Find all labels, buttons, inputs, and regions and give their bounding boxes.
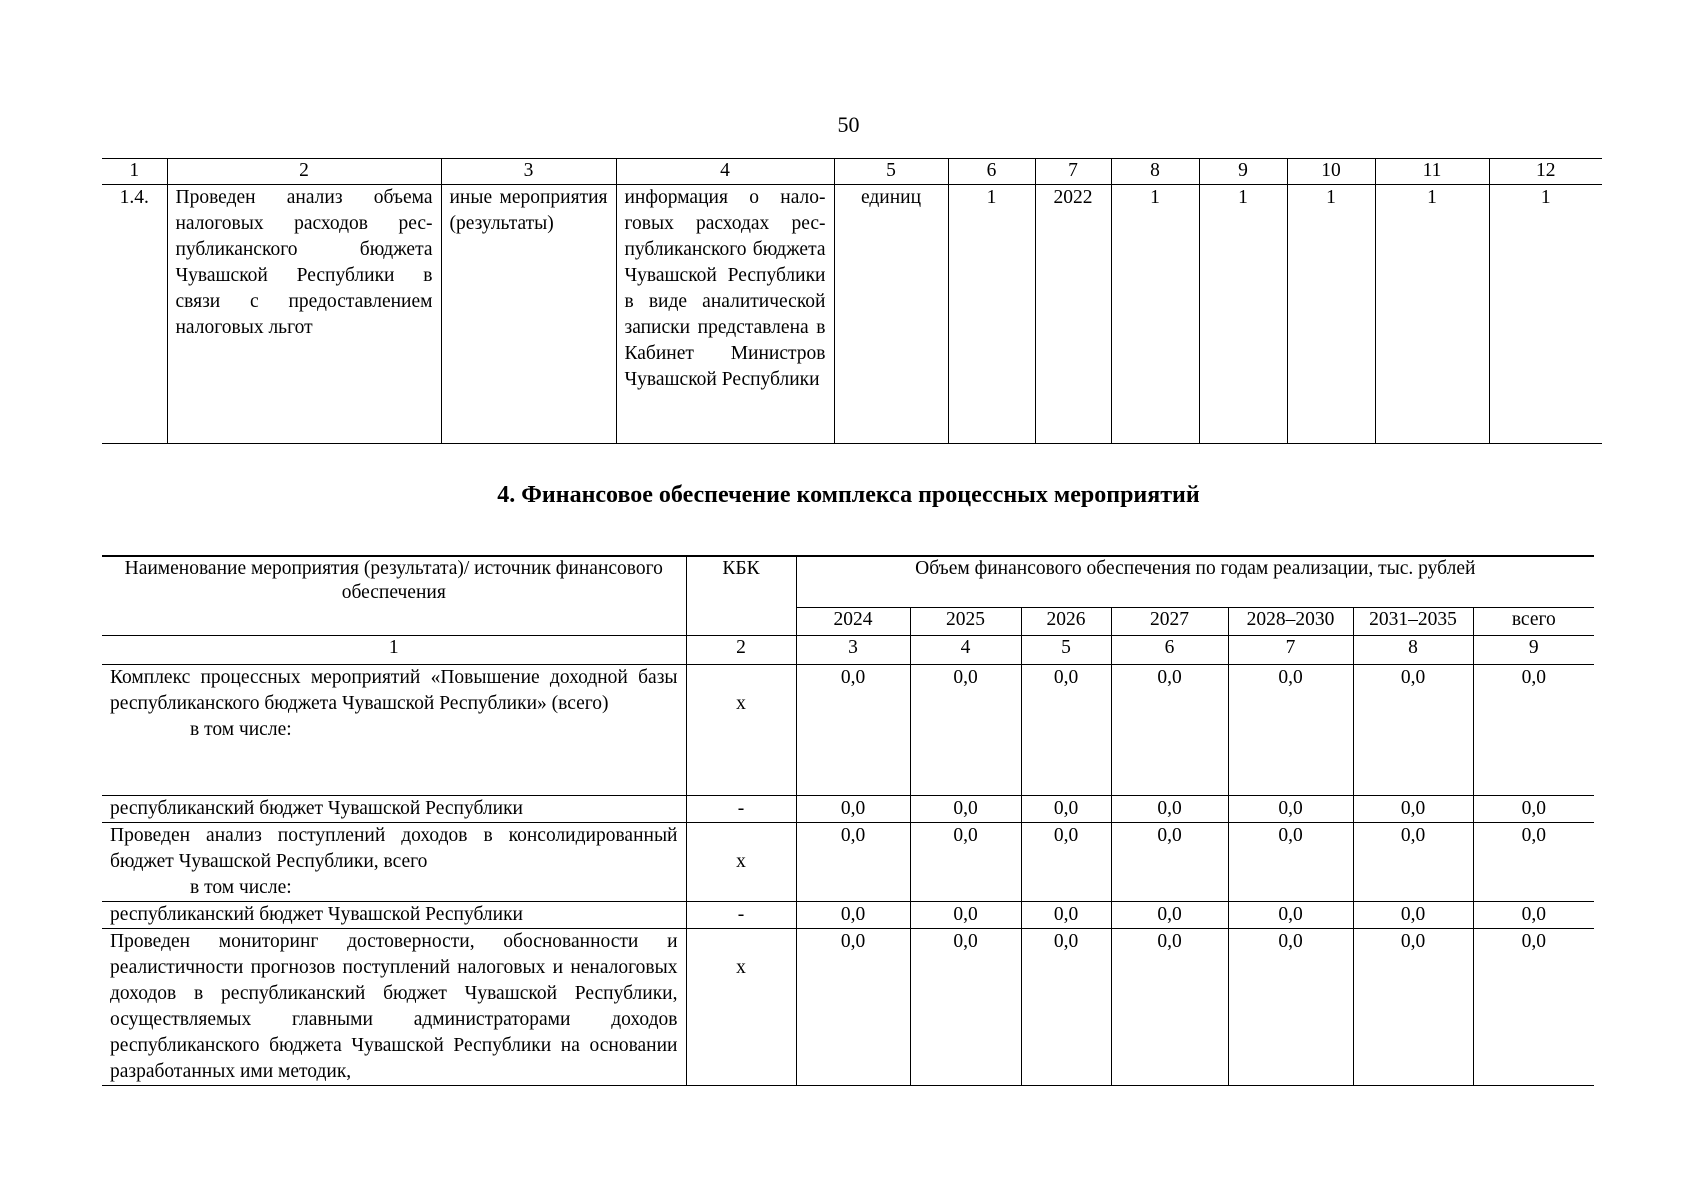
total-cell: 0,0 xyxy=(1473,823,1594,902)
row-number: 1.4. xyxy=(102,185,167,444)
value-cell: 0,0 xyxy=(1353,929,1473,1086)
column-number: 5 xyxy=(1021,636,1111,665)
table-row xyxy=(102,796,1594,823)
table-row xyxy=(102,823,1594,902)
value-cell: 0,0 xyxy=(910,929,1021,1086)
column-number: 8 xyxy=(1353,636,1473,665)
value-cell: 0,0 xyxy=(1111,902,1228,929)
column-number: 3 xyxy=(796,636,910,665)
column-number: 2 xyxy=(686,636,796,665)
value-cell: 0,0 xyxy=(1021,929,1111,1086)
value-cell: 0,0 xyxy=(796,796,910,823)
value-cell: 1 xyxy=(1489,185,1602,444)
value-cell: 0,0 xyxy=(1111,796,1228,823)
column-number: 7 xyxy=(1035,159,1111,185)
header-name: Наименование мероприятия (результата)/ источник финансового обеспечения xyxy=(102,556,686,636)
value-cell: 0,0 xyxy=(1353,665,1473,796)
kbk-cell: - xyxy=(686,796,796,823)
kbk-cell: х xyxy=(686,665,796,796)
column-number: 7 xyxy=(1228,636,1353,665)
column-numbers-row xyxy=(102,636,1594,665)
table-row xyxy=(102,185,1602,444)
value-cell: 0,0 xyxy=(1353,796,1473,823)
value-cell: 0,0 xyxy=(1021,665,1111,796)
value-cell: 0,0 xyxy=(1228,796,1353,823)
value-cell: 1 xyxy=(1111,185,1199,444)
year-header: 2031–2035 xyxy=(1353,608,1473,636)
value-cell: 0,0 xyxy=(796,823,910,902)
value-cell: 1 xyxy=(1199,185,1287,444)
kbk-cell: - xyxy=(686,902,796,929)
year-header: 2028–2030 xyxy=(1228,608,1353,636)
activity-name: Проведен мониторинг достоверности, обоснованности и реалистичности прогнозов поступлений налоговых и неналоговых доходов в республиканский бюджет Чувашской Республики, осуществляемых главными администраторами доходов республиканского бюджета Чувашской Республики на основании разработанных ими методик, xyxy=(102,929,686,1086)
including-label: в том числе: xyxy=(190,877,292,898)
including-label: в том числе: xyxy=(190,719,292,740)
total-cell: 0,0 xyxy=(1473,665,1594,796)
value-cell: 0,0 xyxy=(910,796,1021,823)
financing-table xyxy=(102,555,1594,1086)
year-header: 2026 xyxy=(1021,608,1111,636)
total-cell: 0,0 xyxy=(1473,796,1594,823)
page-number: 50 xyxy=(837,112,860,137)
column-number: 1 xyxy=(102,636,686,665)
value-cell: 0,0 xyxy=(1228,823,1353,902)
source-name: республиканский бюджет Чувашской Республики xyxy=(102,902,686,929)
value-cell: 0,0 xyxy=(910,902,1021,929)
total-cell: 0,0 xyxy=(1473,902,1594,929)
activity-name: Комплекс процессных мероприятий «Повышение доходной базы республиканского бюджета Чувашской Республики» (всего) xyxy=(110,667,678,714)
header-volume: Объем финансового обеспечения по годам реализации, тыс. рублей xyxy=(796,556,1594,608)
table-row xyxy=(102,929,1594,1086)
table-row xyxy=(102,902,1594,929)
header-kbk: КБК xyxy=(686,556,796,636)
financing-header-row xyxy=(102,556,1594,608)
value-cell: 0,0 xyxy=(796,929,910,1086)
column-number: 11 xyxy=(1375,159,1489,185)
value-cell: 0,0 xyxy=(1111,665,1228,796)
column-number: 4 xyxy=(910,636,1021,665)
result-name: Проведен анализ объема налоговых расходов республиканского бюджета Чувашской Республики в связи с предоставлением налоговых льгот xyxy=(167,185,441,444)
value-cell: 0,0 xyxy=(1111,929,1228,1086)
value-cell: 0,0 xyxy=(910,823,1021,902)
year-header: 2024 xyxy=(796,608,910,636)
results-table xyxy=(102,158,1602,444)
column-number: 6 xyxy=(1111,636,1228,665)
value-cell: 1 xyxy=(948,185,1035,444)
value-cell: 0,0 xyxy=(1228,929,1353,1086)
column-number: 8 xyxy=(1111,159,1199,185)
value-cell: 0,0 xyxy=(1021,796,1111,823)
kbk-cell: х xyxy=(686,929,796,1086)
column-number: 12 xyxy=(1489,159,1602,185)
kbk-cell: х xyxy=(686,823,796,902)
column-number: 5 xyxy=(834,159,948,185)
activity-name-cell xyxy=(102,665,686,796)
column-number: 3 xyxy=(441,159,616,185)
result-type: иные мероприятия (результаты) xyxy=(441,185,616,444)
value-cell: 1 xyxy=(1375,185,1489,444)
column-number: 9 xyxy=(1473,636,1594,665)
value-cell: 0,0 xyxy=(1021,902,1111,929)
column-number: 6 xyxy=(948,159,1035,185)
column-number: 9 xyxy=(1199,159,1287,185)
value-cell: 0,0 xyxy=(1353,902,1473,929)
unit-cell: единиц xyxy=(834,185,948,444)
value-cell: 1 xyxy=(1287,185,1375,444)
activity-name: Проведен анализ поступлений доходов в консолидированный бюджет Чувашской Республики, всего xyxy=(110,825,678,872)
value-cell: 0,0 xyxy=(1021,823,1111,902)
total-cell: 0,0 xyxy=(1473,929,1594,1086)
column-number: 2 xyxy=(167,159,441,185)
table-row xyxy=(102,665,1594,796)
value-cell: 0,0 xyxy=(1353,823,1473,902)
year-header: 2025 xyxy=(910,608,1021,636)
value-cell: 0,0 xyxy=(1111,823,1228,902)
year-header: 2027 xyxy=(1111,608,1228,636)
value-cell: 0,0 xyxy=(796,902,910,929)
value-cell: 0,0 xyxy=(1228,902,1353,929)
column-number: 4 xyxy=(616,159,834,185)
column-number: 10 xyxy=(1287,159,1375,185)
value-cell: 0,0 xyxy=(1228,665,1353,796)
value-cell: 0,0 xyxy=(910,665,1021,796)
source-name: республиканский бюджет Чувашской Республики xyxy=(102,796,686,823)
year-cell: 2022 xyxy=(1035,185,1111,444)
section-title: 4. Финансовое обеспечение комплекса процессных мероприятий xyxy=(497,482,1200,508)
result-description: информация о налоговых расходах республиканского бюджета Чувашской Республики в виде аналитической записки представлена в Кабинет Министров Чувашской Республики xyxy=(616,185,834,444)
results-table-header-row xyxy=(102,159,1602,185)
column-number: 1 xyxy=(102,159,167,185)
activity-name-cell xyxy=(102,823,686,902)
total-header: всего xyxy=(1473,608,1594,636)
value-cell: 0,0 xyxy=(796,665,910,796)
